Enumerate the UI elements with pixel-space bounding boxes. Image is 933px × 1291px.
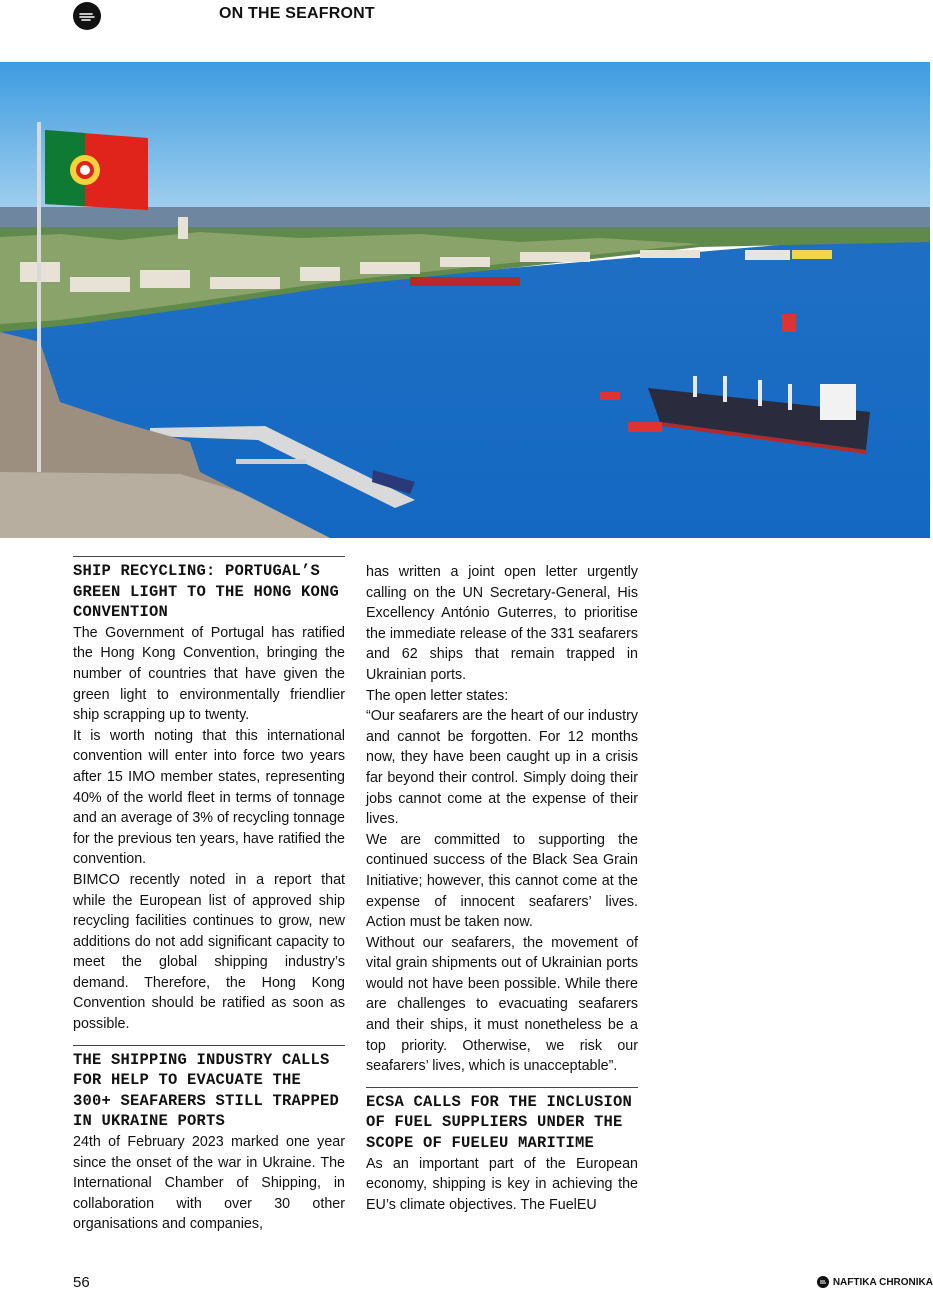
page-header	[0, 0, 933, 60]
footer-brand	[817, 1276, 933, 1288]
article-paragraph: BIMCO recently noted in a report that while the European list of approved ship recycling facilities continues to grow, new additions do not add significant capacity to meet the global shipping industry’s demand. Therefore, the Hong Kong Convention should be ratified as soon as possible.	[73, 871, 345, 1033]
article-headline-ecsa: ECSA CALLS FOR THE INCLUSION OF FUEL SUPPLIERS UNDER THE SCOPE OF FUELEU MARITIME	[366, 1092, 633, 1153]
divider	[73, 1045, 345, 1046]
middle-column	[366, 562, 638, 1215]
article-paragraph: We are committed to supporting the continued success of the Black Sea Grain Initiative; however, this cannot come at the expense of innocent seafarers’ lives. Action must be taken now.	[366, 831, 638, 931]
article-paragraph: Without our seafarers, the movement of vital grain shipments out of Ukrainian ports would not have been possible. While there are challenges to evacuating seafarers and their ships, it must nonetheless be a top priority. Otherwise, we risk our seafarers’ lives, which is unacceptable”.	[366, 934, 638, 1075]
left-column	[73, 556, 345, 1235]
article-paragraph: 24th of February 2023 marked one year since the onset of the war in Ukraine. The International Chamber of Shipping, in collaboration with over 30 other organisations and companies,	[73, 1134, 345, 1233]
page-number: 56	[73, 1274, 90, 1291]
divider	[73, 556, 345, 557]
article-paragraph: As an important part of the European economy, shipping is key in achieving the EU’s climate objectives. The FuelEU	[366, 1155, 638, 1213]
article-paragraph: “Our seafarers are the heart of our industry and cannot be forgotten. For 12 months now, they have been caught up in a crisis far beyond their control. Simply doing their jobs cannot come at the expense of their lives.	[366, 708, 638, 828]
naftika-footer-icon	[817, 1276, 829, 1288]
article-paragraph: has written a joint open letter urgently calling on the UN Secretary-General, His Excellency António Guterres, to prioritise the immediate release of the 331 seafarers and 62 ships that remain trapped in Ukrainian ports.	[366, 564, 638, 683]
article-paragraph: The Government of Portugal has ratified the Hong Kong Convention, bringing the number of countries that have given the green light to environmentally friendlier ship scrapping up to twenty.	[73, 624, 345, 724]
divider	[366, 1087, 638, 1088]
article-paragraph: It is worth noting that this international convention will enter into force two years after 15 IMO member states, representing 40% of the world fleet in terms of tonnage and an average of 3% of recycling tonnage for the previous ten years, have ratified the convention.	[73, 727, 345, 868]
article-paragraph: The open letter states:	[366, 687, 509, 704]
naftika-logo-icon	[73, 2, 101, 30]
section-title: ON THE SEAFRONT	[219, 5, 375, 22]
brand-name: NAFTIKA CHRONIKA	[832, 1276, 933, 1288]
article-headline-ship-recycling: SHIP RECYCLING: PORTUGAL’S GREEN LIGHT TO THE HONG KONG CONVENTION	[73, 562, 340, 622]
harbour-photo	[0, 62, 930, 538]
article-headline-shipping-industry: THE SHIPPING INDUSTRY CALLS FOR HELP TO EVACUATE THE 300+ SEAFARERS STILL TRAPPED IN UKRAINE PORTS	[73, 1050, 340, 1131]
